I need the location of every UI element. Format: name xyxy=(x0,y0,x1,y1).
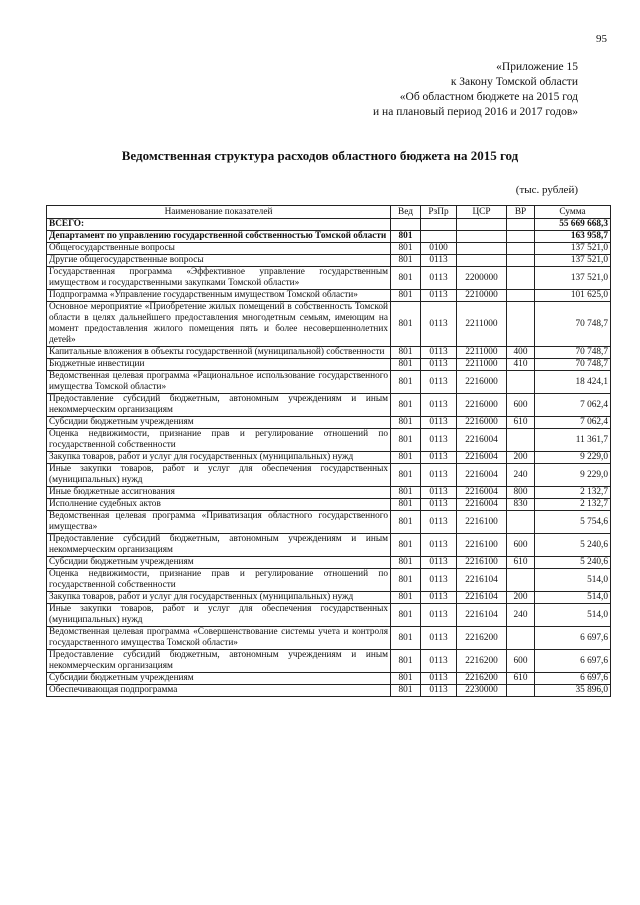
appendix-line-1: «Приложение 15 xyxy=(496,61,578,73)
cell-name: Предоставление субсидий бюджетным, автономным учреждениям и иным некоммерческим организациям xyxy=(47,650,391,673)
appendix-line-4: и на плановый период 2016 и 2017 годов» xyxy=(373,106,578,118)
table-row xyxy=(47,219,611,231)
cell-ved: 801 xyxy=(391,487,421,499)
cell-ved: 801 xyxy=(391,290,421,302)
cell-sum: 7 062,4 xyxy=(535,417,611,429)
cell-name: Иные бюджетные ассигнования xyxy=(47,487,391,499)
cell-name: Субсидии бюджетным учреждениям xyxy=(47,557,391,569)
cell-vr xyxy=(507,511,535,534)
cell-vr xyxy=(507,569,535,592)
cell-csr: 2230000 xyxy=(457,685,507,697)
cell-ved: 801 xyxy=(391,604,421,627)
cell-csr: 2216100 xyxy=(457,511,507,534)
cell-vr: 800 xyxy=(507,487,535,499)
cell-name: Оценка недвижимости, признание прав и регулирование отношений по государственной собственности xyxy=(47,569,391,592)
table-row xyxy=(47,592,611,604)
cell-sum: 137 521,0 xyxy=(535,267,611,290)
cell-name: Подпрограмма «Управление государственным имуществом Томской области» xyxy=(47,290,391,302)
cell-rzpr: 0113 xyxy=(421,569,457,592)
cell-csr: 2216004 xyxy=(457,499,507,511)
cell-sum: 5 754,6 xyxy=(535,511,611,534)
cell-name: Обеспечивающая подпрограмма xyxy=(47,685,391,697)
cell-ved: 801 xyxy=(391,231,421,243)
cell-vr xyxy=(507,219,535,231)
cell-csr: 2211000 xyxy=(457,302,507,347)
header-sum: Сумма xyxy=(535,206,611,219)
cell-rzpr: 0100 xyxy=(421,243,457,255)
cell-name: ВСЕГО: xyxy=(47,219,391,231)
cell-ved: 801 xyxy=(391,255,421,267)
cell-sum: 5 240,6 xyxy=(535,534,611,557)
cell-rzpr: 0113 xyxy=(421,685,457,697)
cell-ved: 801 xyxy=(391,511,421,534)
cell-vr xyxy=(507,429,535,452)
cell-name: Ведомственная целевая программа «Рациональное использование государственного имущества Томской области» xyxy=(47,371,391,394)
table-row xyxy=(47,650,611,673)
header-rzpr: РзПр xyxy=(421,206,457,219)
cell-vr xyxy=(507,255,535,267)
cell-rzpr: 0113 xyxy=(421,452,457,464)
cell-csr: 2216104 xyxy=(457,604,507,627)
cell-ved: 801 xyxy=(391,673,421,685)
cell-csr: 2216000 xyxy=(457,417,507,429)
cell-rzpr: 0113 xyxy=(421,627,457,650)
cell-vr xyxy=(507,243,535,255)
cell-ved: 801 xyxy=(391,627,421,650)
cell-vr xyxy=(507,231,535,243)
cell-name: Департамент по управлению государственной собственностью Томской области xyxy=(47,231,391,243)
cell-ved: 801 xyxy=(391,347,421,359)
cell-csr: 2216000 xyxy=(457,394,507,417)
page-number: 95 xyxy=(596,33,607,45)
cell-ved: 801 xyxy=(391,569,421,592)
cell-sum: 11 361,7 xyxy=(535,429,611,452)
cell-ved: 801 xyxy=(391,499,421,511)
cell-rzpr: 0113 xyxy=(421,650,457,673)
cell-vr: 200 xyxy=(507,592,535,604)
table-row xyxy=(47,243,611,255)
cell-sum: 2 132,7 xyxy=(535,487,611,499)
cell-csr: 2200000 xyxy=(457,267,507,290)
cell-csr: 2211000 xyxy=(457,347,507,359)
cell-rzpr: 0113 xyxy=(421,499,457,511)
cell-sum: 5 240,6 xyxy=(535,557,611,569)
document-title: Ведомственная структура расходов областного бюджета на 2015 год xyxy=(121,148,519,163)
cell-vr: 600 xyxy=(507,650,535,673)
cell-rzpr xyxy=(421,219,457,231)
cell-ved: 801 xyxy=(391,650,421,673)
cell-sum: 514,0 xyxy=(535,604,611,627)
cell-rzpr: 0113 xyxy=(421,464,457,487)
cell-name: Общегосударственные вопросы xyxy=(47,243,391,255)
cell-name: Исполнение судебных актов xyxy=(47,499,391,511)
cell-vr xyxy=(507,627,535,650)
cell-csr: 2216004 xyxy=(457,487,507,499)
table-row xyxy=(47,302,611,347)
cell-vr xyxy=(507,290,535,302)
cell-sum: 6 697,6 xyxy=(535,650,611,673)
cell-vr: 600 xyxy=(507,394,535,417)
cell-sum: 7 062,4 xyxy=(535,394,611,417)
cell-name: Иные закупки товаров, работ и услуг для обеспечения государственных (муниципальных) нужд xyxy=(47,604,391,627)
cell-name: Государственная программа «Эффективное управление государственным имуществом и государственными закупками Томской области» xyxy=(47,267,391,290)
table-row xyxy=(47,569,611,592)
cell-name: Бюджетные инвестиции xyxy=(47,359,391,371)
table-row xyxy=(47,290,611,302)
cell-csr: 2216000 xyxy=(457,371,507,394)
cell-sum: 163 958,7 xyxy=(535,231,611,243)
cell-vr xyxy=(507,371,535,394)
cell-rzpr: 0113 xyxy=(421,394,457,417)
cell-ved: 801 xyxy=(391,359,421,371)
cell-sum: 137 521,0 xyxy=(535,243,611,255)
cell-vr: 600 xyxy=(507,534,535,557)
cell-vr: 610 xyxy=(507,417,535,429)
table-row xyxy=(47,487,611,499)
cell-vr: 610 xyxy=(507,673,535,685)
cell-csr: 2216100 xyxy=(457,534,507,557)
cell-sum: 6 697,6 xyxy=(535,673,611,685)
cell-ved: 801 xyxy=(391,464,421,487)
cell-rzpr: 0113 xyxy=(421,534,457,557)
cell-rzpr: 0113 xyxy=(421,302,457,347)
cell-ved: 801 xyxy=(391,534,421,557)
cell-sum: 514,0 xyxy=(535,569,611,592)
table-row xyxy=(47,417,611,429)
cell-vr xyxy=(507,685,535,697)
units-label: (тыс. рублей) xyxy=(515,184,578,196)
table-row xyxy=(47,511,611,534)
header-ved: Вед xyxy=(391,206,421,219)
header-csr: ЦСР xyxy=(457,206,507,219)
cell-name: Капитальные вложения в объекты государственной (муниципальной) собственности xyxy=(47,347,391,359)
table-row xyxy=(47,347,611,359)
table-row xyxy=(47,534,611,557)
cell-csr: 2216104 xyxy=(457,592,507,604)
cell-vr: 240 xyxy=(507,604,535,627)
cell-rzpr: 0113 xyxy=(421,557,457,569)
cell-ved: 801 xyxy=(391,243,421,255)
cell-csr: 2216100 xyxy=(457,557,507,569)
appendix-note xyxy=(373,60,578,120)
table-row xyxy=(47,394,611,417)
cell-rzpr: 0113 xyxy=(421,347,457,359)
cell-ved: 801 xyxy=(391,557,421,569)
table-row xyxy=(47,429,611,452)
cell-vr xyxy=(507,302,535,347)
cell-sum: 35 896,0 xyxy=(535,685,611,697)
cell-name: Предоставление субсидий бюджетным, автономным учреждениям и иным некоммерческим организациям xyxy=(47,394,391,417)
cell-vr: 240 xyxy=(507,464,535,487)
cell-sum: 6 697,6 xyxy=(535,627,611,650)
cell-csr xyxy=(457,231,507,243)
appendix-line-3: «Об областном бюджете на 2015 год xyxy=(399,91,578,103)
cell-name: Субсидии бюджетным учреждениям xyxy=(47,673,391,685)
cell-rzpr: 0113 xyxy=(421,255,457,267)
cell-csr: 2211000 xyxy=(457,359,507,371)
table-header-row xyxy=(47,206,611,219)
appendix-line-2: к Закону Томской области xyxy=(450,76,578,88)
cell-rzpr: 0113 xyxy=(421,487,457,499)
cell-ved: 801 xyxy=(391,429,421,452)
cell-rzpr xyxy=(421,231,457,243)
cell-sum: 70 748,7 xyxy=(535,347,611,359)
table-row xyxy=(47,499,611,511)
cell-csr xyxy=(457,255,507,267)
cell-ved: 801 xyxy=(391,267,421,290)
cell-sum: 18 424,1 xyxy=(535,371,611,394)
cell-name: Ведомственная целевая программа «Приватизация областного государственного имущества» xyxy=(47,511,391,534)
cell-rzpr: 0113 xyxy=(421,429,457,452)
cell-ved xyxy=(391,219,421,231)
cell-csr: 2216004 xyxy=(457,429,507,452)
table-row xyxy=(47,685,611,697)
cell-vr xyxy=(507,267,535,290)
header-name: Наименование показателей xyxy=(47,206,391,219)
cell-rzpr: 0113 xyxy=(421,673,457,685)
cell-name: Другие общегосударственные вопросы xyxy=(47,255,391,267)
cell-csr: 2216200 xyxy=(457,650,507,673)
cell-csr: 2216200 xyxy=(457,673,507,685)
cell-vr: 610 xyxy=(507,557,535,569)
cell-csr: 2210000 xyxy=(457,290,507,302)
table-row xyxy=(47,371,611,394)
cell-ved: 801 xyxy=(391,452,421,464)
cell-name: Предоставление субсидий бюджетным, автономным учреждениям и иным некоммерческим организациям xyxy=(47,534,391,557)
cell-sum: 70 748,7 xyxy=(535,302,611,347)
table-row xyxy=(47,231,611,243)
cell-sum: 2 132,7 xyxy=(535,499,611,511)
cell-rzpr: 0113 xyxy=(421,592,457,604)
cell-name: Оценка недвижимости, признание прав и регулирование отношений по государственной собственности xyxy=(47,429,391,452)
cell-csr: 2216104 xyxy=(457,569,507,592)
cell-csr xyxy=(457,219,507,231)
cell-ved: 801 xyxy=(391,302,421,347)
cell-rzpr: 0113 xyxy=(421,417,457,429)
cell-rzpr: 0113 xyxy=(421,604,457,627)
budget-table xyxy=(46,205,611,697)
cell-csr: 2216200 xyxy=(457,627,507,650)
cell-vr: 200 xyxy=(507,452,535,464)
table-row xyxy=(47,673,611,685)
cell-sum: 137 521,0 xyxy=(535,255,611,267)
cell-vr: 400 xyxy=(507,347,535,359)
cell-name: Субсидии бюджетным учреждениям xyxy=(47,417,391,429)
table-row xyxy=(47,627,611,650)
cell-rzpr: 0113 xyxy=(421,290,457,302)
table-body xyxy=(47,219,611,697)
cell-rzpr: 0113 xyxy=(421,267,457,290)
cell-name: Закупка товаров, работ и услуг для государственных (муниципальных) нужд xyxy=(47,452,391,464)
cell-sum: 9 229,0 xyxy=(535,452,611,464)
cell-name: Закупка товаров, работ и услуг для государственных (муниципальных) нужд xyxy=(47,592,391,604)
cell-csr: 2216004 xyxy=(457,452,507,464)
cell-sum: 70 748,7 xyxy=(535,359,611,371)
cell-rzpr: 0113 xyxy=(421,511,457,534)
cell-ved: 801 xyxy=(391,394,421,417)
cell-name: Иные закупки товаров, работ и услуг для обеспечения государственных (муниципальных) нужд xyxy=(47,464,391,487)
table-row xyxy=(47,267,611,290)
cell-csr: 2216004 xyxy=(457,464,507,487)
cell-ved: 801 xyxy=(391,592,421,604)
table-row xyxy=(47,452,611,464)
cell-vr: 830 xyxy=(507,499,535,511)
table-row xyxy=(47,557,611,569)
cell-csr xyxy=(457,243,507,255)
cell-rzpr: 0113 xyxy=(421,371,457,394)
cell-vr: 410 xyxy=(507,359,535,371)
cell-rzpr: 0113 xyxy=(421,359,457,371)
cell-sum: 514,0 xyxy=(535,592,611,604)
cell-sum: 101 625,0 xyxy=(535,290,611,302)
cell-name: Ведомственная целевая программа «Совершенствование системы учета и контроля государственного имущества Томской области» xyxy=(47,627,391,650)
header-vr: ВР xyxy=(507,206,535,219)
cell-ved: 801 xyxy=(391,371,421,394)
cell-sum: 9 229,0 xyxy=(535,464,611,487)
table-row xyxy=(47,255,611,267)
table-row xyxy=(47,464,611,487)
cell-ved: 801 xyxy=(391,685,421,697)
cell-ved: 801 xyxy=(391,417,421,429)
cell-name: Основное мероприятие «Приобретение жилых помещений в собственность Томской области в целях дальнейшего предоставления многодетным семьям, имеющим на момент предоставления жилого помещения пять и более несовершеннолетних детей» xyxy=(47,302,391,347)
table-row xyxy=(47,359,611,371)
cell-sum: 55 669 668,3 xyxy=(535,219,611,231)
table-row xyxy=(47,604,611,627)
